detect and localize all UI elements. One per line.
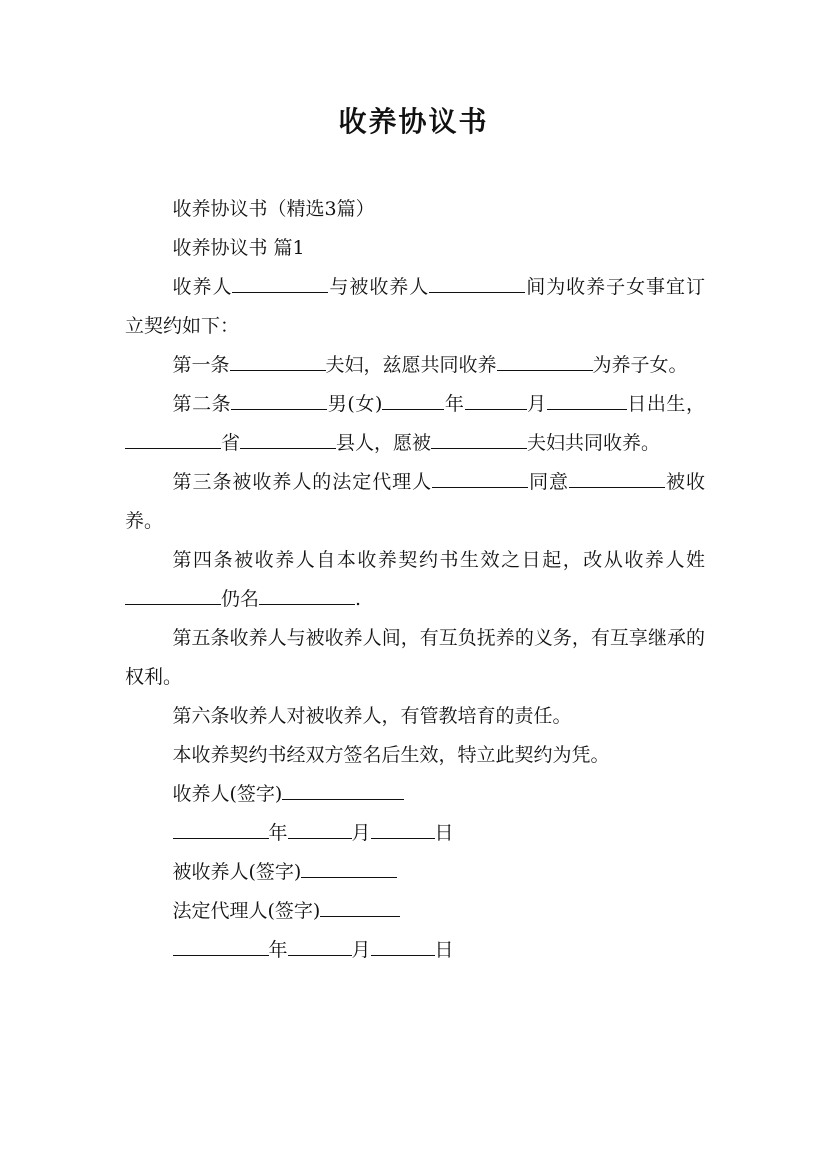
adopting-couple-blank: [431, 426, 527, 449]
article-2: [125, 385, 705, 463]
subtitle: 收养协议书（精选3篇）: [172, 198, 375, 220]
adoptee-signature-blank: [301, 855, 397, 878]
adopter-signature-blank: [282, 777, 404, 800]
date-1-day-label: 日: [434, 822, 454, 844]
adoptee-signature-label: 被收养人(签字): [172, 861, 302, 883]
date-line-1: [125, 814, 705, 853]
article-5: [125, 619, 705, 697]
given-name-blank: [259, 582, 355, 605]
article-1-text-b: 夫妇，兹愿共同收养: [325, 354, 497, 376]
article-1: [125, 346, 705, 385]
date-1-year-blank: [173, 816, 269, 839]
section-heading: 收养协议书 篇1: [172, 237, 305, 259]
article-4: [125, 541, 705, 619]
article-2-text-c: 年: [444, 393, 465, 415]
article-1-text-a: 第一条: [172, 354, 230, 376]
article-4-text-a: 第四条被收养人自本收养契约书生效之日起，改从收养人姓: [172, 549, 705, 571]
article-2-text-h: 夫妇共同收养。: [527, 432, 661, 454]
article-2-text-d: 月: [526, 393, 547, 415]
adopted-child-blank: [497, 348, 593, 371]
province-blank: [125, 426, 221, 449]
article-6: [125, 697, 705, 736]
date-2-month-label: 月: [351, 939, 371, 961]
date-2-day-blank: [371, 933, 435, 956]
guardian-signature-blank: [320, 894, 400, 917]
date-2-month-blank: [288, 933, 352, 956]
article-3-text-b: 同意: [528, 471, 570, 493]
birth-month-blank: [465, 387, 527, 410]
date-1-year-label: 年: [268, 822, 288, 844]
intro-paragraph: [125, 268, 705, 346]
adopter-name-blank: [232, 270, 328, 293]
intro-text-b: 与被收养人: [328, 276, 430, 298]
intro-text-c: 间为收养子女事宜订立契约如下：: [125, 276, 705, 337]
county-blank: [240, 426, 336, 449]
consented-child-blank: [569, 465, 665, 488]
guardian-signature-line: [125, 892, 705, 931]
article-2-text-b: 男(女): [327, 393, 383, 415]
article-3-text-a: 第三条被收养人的法定代理人: [172, 471, 433, 493]
article-2-text-a: 第二条: [172, 393, 232, 415]
guardian-signature-label: 法定代理人(签字): [172, 900, 321, 922]
article-4-text-b: 仍名: [221, 588, 260, 610]
child-name-blank: [231, 387, 327, 410]
article-3: [125, 463, 705, 541]
section-heading-line: [125, 229, 705, 268]
document-body: [125, 190, 705, 970]
adoptee-signature-line: [125, 853, 705, 892]
article-1-text-c: 为养子女。: [592, 354, 688, 376]
document-title: 收养协议书: [338, 105, 489, 138]
date-1-month-blank: [288, 816, 352, 839]
article-2-text-g: 县人，愿被: [336, 432, 432, 454]
date-1-month-label: 月: [351, 822, 371, 844]
date-line-2: [125, 931, 705, 970]
adopter-signature-label: 收养人(签字): [172, 783, 283, 805]
couple-name-blank: [230, 348, 326, 371]
surname-blank: [125, 582, 221, 605]
article-5-text: 第五条收养人与被收养人间，有互负抚养的义务，有互享继承的权利。: [125, 627, 705, 688]
article-2-text-e: 日出生，: [626, 393, 705, 415]
adoptee-name-blank: [429, 270, 525, 293]
guardian-name-blank: [432, 465, 528, 488]
date-1-day-blank: [371, 816, 435, 839]
article-6-text: 第六条收养人对被收养人，有管教培育的责任。: [172, 705, 572, 727]
date-2-year-label: 年: [268, 939, 288, 961]
article-4-text-c: .: [355, 588, 362, 610]
date-2-day-label: 日: [434, 939, 454, 961]
intro-text-a: 收养人: [172, 276, 233, 298]
article-3-text-c: 被收养。: [125, 471, 705, 532]
birth-year-blank: [382, 387, 444, 410]
adopter-signature-line: [125, 775, 705, 814]
effective-text: 本收养契约书经双方签名后生效，特立此契约为凭。: [172, 744, 610, 766]
subtitle-line: [125, 190, 705, 229]
birth-day-blank: [547, 387, 627, 410]
date-2-year-blank: [173, 933, 269, 956]
article-2-text-f: 省: [221, 432, 241, 454]
effective-clause: [125, 736, 705, 775]
